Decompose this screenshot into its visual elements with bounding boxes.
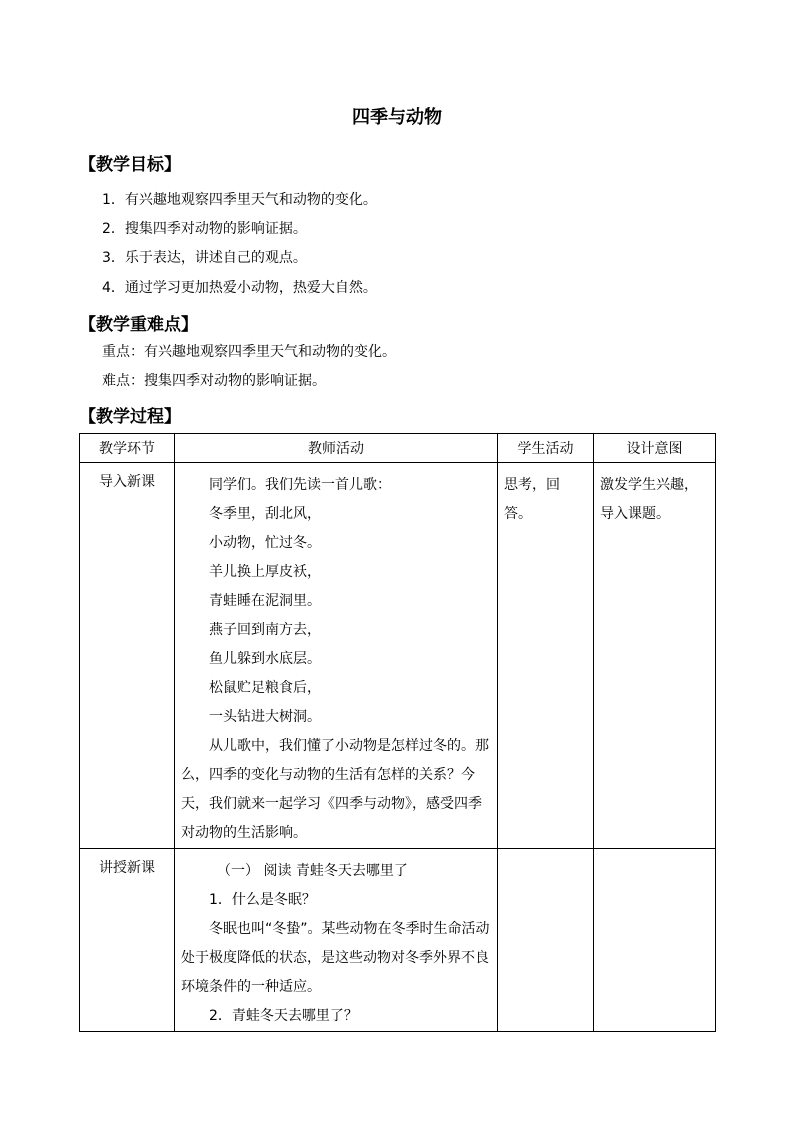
page-title: 四季与动物 [352,107,442,128]
poem-line: 青蛙睡在泥洞里。 [209,593,321,609]
poem-line: 燕子回到南方去， [209,622,321,638]
table-row [80,849,716,1032]
poem-line: 鱼儿躲到水底层。 [209,651,321,667]
poem-line: 小动物，忙过冬。 [209,535,321,551]
goal-item: 1．有兴趣地观察四季里天气和动物的变化。 [102,192,377,208]
teacher-paragraph: 从儿歌中，我们懂了小动物是怎样过冬的。那么，四季的变化与动物的生活有怎样的关系？今天，我们就来一起学习《四季与动物》，感受四季对动物的生活影响。 [181,738,489,841]
process-heading: 【教学过程】 [79,407,181,427]
poem-line: 冬季里，刮北风， [209,506,321,522]
teacher-paragraph: 冬眠也叫“冬蛰”。某些动物在冬季时生命活动处于极度降低的状态，是这些动物对冬季外界不良环境条件的一种适应。 [181,921,490,995]
teacher-line: 2．青蛙冬天去哪里了？ [209,1008,358,1024]
header-design: 设计意图 [594,434,716,463]
header-teacher: 教师活动 [175,434,498,463]
table-header-row [80,434,716,463]
keypoint-item: 重点：有兴趣地观察四季里天气和动物的变化。 [102,344,396,360]
poem-line: 一头钻进大树洞。 [209,709,321,725]
poem-line: 羊儿换上厚皮袄， [209,564,321,580]
header-student: 学生活动 [498,434,594,463]
poem-line: 松鼠贮足粮食后， [209,680,321,696]
student-activity-cell [498,849,594,1032]
design-intent-cell [594,849,716,1032]
student-activity-cell: 思考，回答。 [498,463,594,849]
design-intent-cell: 激发学生兴趣，导入课题。 [594,463,716,849]
teacher-line: 1．什么是冬眠？ [209,892,316,908]
stage-cell: 讲授新课 [80,849,175,1032]
header-stage: 教学环节 [80,434,175,463]
goals-heading: 【教学目标】 [79,155,181,175]
teacher-activity-cell [175,463,498,849]
goal-item: 4．通过学习更加热爱小动物，热爱大自然。 [102,280,377,296]
table-row [80,463,716,849]
teacher-line: 同学们。我们先读一首儿歌： [209,477,391,493]
keypoint-item: 难点：搜集四季对动物的影响证据。 [102,373,326,389]
stage-cell: 导入新课 [80,463,175,849]
lesson-table [79,433,716,1032]
teacher-line: （一） 阅读 青蛙冬天去哪里了 [217,863,408,879]
goal-item: 3．乐于表达，讲述自己的观点。 [102,250,307,266]
teacher-activity-cell [175,849,498,1032]
goal-item: 2．搜集四季对动物的影响证据。 [102,221,307,237]
keypoints-heading: 【教学重难点】 [79,315,198,335]
